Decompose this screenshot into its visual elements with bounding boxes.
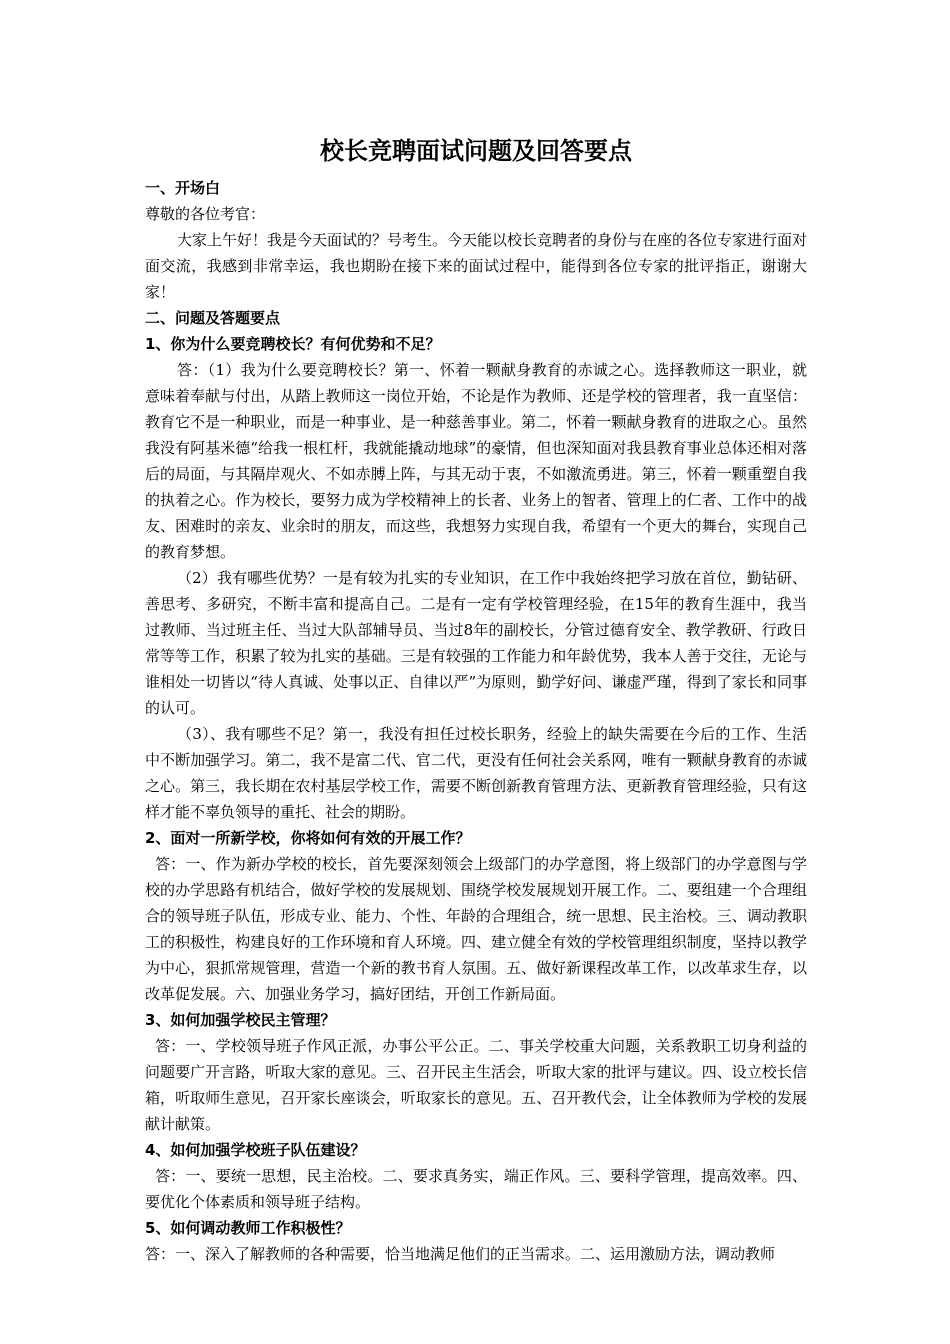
salutation: 尊敬的各位考官：	[145, 205, 266, 223]
answer-5: 答：一、深入了解教师的各种需要，恰当地满足他们的正当需求。二、运用激励方法，调动教师	[145, 1245, 776, 1263]
document-title: 校长竞聘面试问题及回答要点	[320, 136, 632, 165]
answer-1-part-2: （2）我有哪些优势？一是有较为扎实的专业知识，在工作中我始终把学习放在首位，勤钻研、善思考、多研究，不断丰富和提高自己。二是有一定有学校管理经验，在15年的教育生涯中，我当过教师、当过班主任、当过大队部辅导员、当过8年的副校长，分管过德育安全、教学教研、行政日常等等工作，积累了较为扎实的基础。三是有较强的工作能力和年龄优势，我本人善于交往，无论与谁相处一切皆以“待人真诚、处事以正、自律以严”为原则，勤学好问、谦虚严瑾，得到了家长和同事的认可。	[145, 569, 807, 717]
question-2: 2、面对一所新学校，你将如何有效的开展工作？	[145, 829, 471, 847]
answer-4: 答：一、要统一思想，民主治校。二、要求真务实，端正作风。三、要科学管理，提高效率。四、要优化个体素质和领导班子结构。	[145, 1167, 807, 1211]
document-body	[145, 175, 807, 1267]
answer-2: 答：一、作为新办学校的校长，首先要深刻领会上级部门的办学意图，将上级部门的办学意图与学校的办学思路有机结合，做好学校的发展规划、围绕学校发展规划开展工作。二、要组建一个合理组合的领导班子队伍，形成专业、能力、个性、年龄的合理组合，统一思想、民主治校。三、调动教职工的积极性，构建良好的工作环境和育人环境。四、建立健全有效的学校管理组织制度，坚持以教学为中心，狠抓常规管理，营造一个新的教书育人氛围。五、做好新课程改革工作，以改革求生存，以改革促发展。六、加强业务学习，搞好团结，开创工作新局面。	[145, 855, 807, 1003]
question-5: 5、如何调动教师工作积极性？	[145, 1219, 351, 1237]
answer-3: 答：一、学校领导班子作风正派，办事公平公正。二、事关学校重大问题，关系教职工切身利益的问题要广开言路，听取大家的意见。三、召开民主生活会，听取大家的批评与建议。四、设立校长信箱，听取师生意见，召开家长座谈会，听取家长的意见。五、召开教代会，让全体教师为学校的发展献计献策。	[145, 1037, 807, 1133]
answer-1-part-3: （3）、我有哪些不足？第一，我没有担任过校长职务，经验上的缺失需要在今后的工作、生活中不断加强学习。第二，我不是富二代、官二代，更没有任何社会关系网，唯有一颗献身教育的赤诚之心。第三，我长期在农村基层学校工作，需要不断创新教育管理方法、更新教育管理经验，只有这样才能不辜负领导的重托、社会的期盼。	[145, 725, 807, 821]
section-heading-qa: 二、问题及答题要点	[145, 309, 281, 327]
opening-paragraph: 大家上午好！我是今天面试的？号考生。今天能以校长竞聘者的身份与在座的各位专家进行面对面交流，我感到非常幸运，我也期盼在接下来的面试过程中，能得到各位专家的批评指正，谢谢大家！	[145, 231, 808, 301]
question-4: 4、如何加强学校班子队伍建设？	[145, 1141, 366, 1159]
answer-1-part-1: 答：（1）我为什么要竞聘校长？第一、怀着一颗献身教育的赤诚之心。选择教师这一职业，就意味着奉献与付出，从踏上教师这一岗位开始，不论是作为教师、还是学校的管理者，我一直坚信：教育它不是一种职业，而是一种事业、是一种慈善事业。第二，怀着一颗献身教育的进取之心。虽然我没有阿基米德“给我一根杠杆，我就能撬动地球”的豪情，但也深知面对我县教育事业总体还相对落后的局面，与其隔岸观火、不如赤膊上阵，与其无动于衷，不如激流勇进。第三，怀着一颗重塑自我的执着之心。作为校长，要努力成为学校精神上的长者、业务上的智者、管理上的仁者、工作中的战友、困难时的亲友、业余时的朋友，而这些，我想努力实现自我，希望有一个更大的舞台，实现自己的教育梦想。	[145, 361, 807, 561]
question-1: 1、你为什么要竞聘校长？有何优势和不足？	[145, 335, 441, 353]
section-heading-opening: 一、开场白	[145, 179, 221, 197]
question-3: 3、如何加强学校民主管理？	[145, 1011, 336, 1029]
